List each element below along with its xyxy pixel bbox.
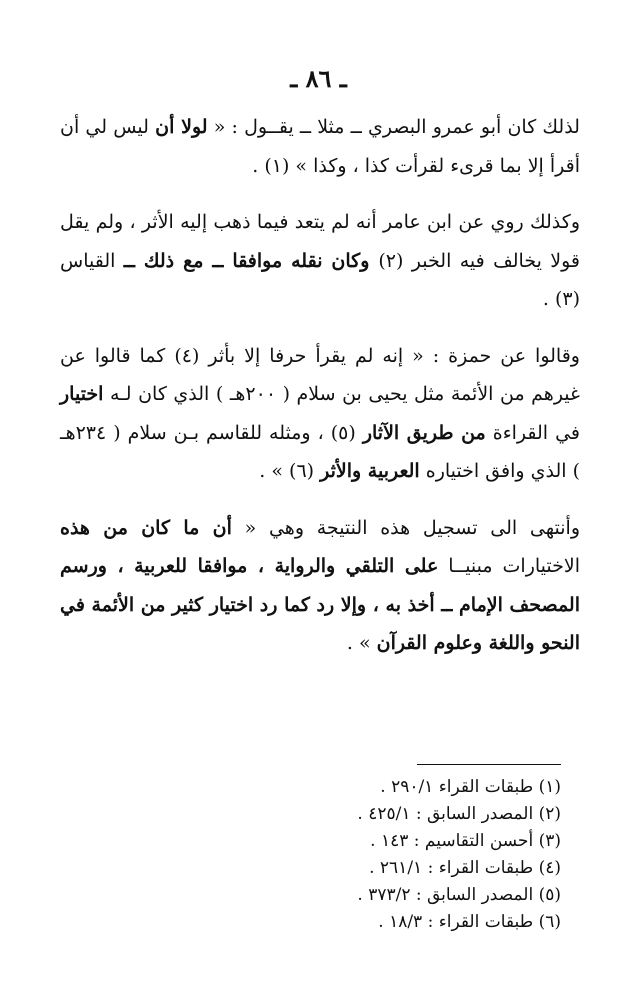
paragraph-segment: وكان نقله موافقا ــ مع ذلك ــ	[123, 249, 379, 272]
footnote-item: (٥) المصدر السابق : ٣٧٣/٢ .	[357, 885, 561, 905]
footnote-ref-3: (٣)	[554, 288, 580, 310]
paragraph-segment: » .	[346, 632, 377, 654]
paragraph-segment: .	[542, 288, 555, 310]
paragraph-segment: اختيار	[60, 383, 104, 405]
footnote-divider	[417, 764, 561, 765]
paragraph-segment: وأنتهى الى تسجيل هذه النتيجة وهي «	[231, 516, 580, 539]
paragraph-segment: .	[252, 154, 265, 177]
footnote-ref-2: (٢)	[378, 249, 404, 272]
paragraph-segment: الاختيارات مبنيــا	[438, 555, 580, 577]
paragraph-segment: وكذلك روي عن ابن عامر أنه لم يتعد فيما ذهب إليه الأثر ، ولم يقل قولا يخالف فيه الخبر	[60, 211, 581, 272]
footnote-item: (٣) أحسن التقاسيم : ١٤٣ .	[370, 831, 561, 851]
footnote-item: (١) طبقات القراء ٢٩٠/١ .	[380, 777, 561, 797]
paragraph-segment: (٦) » .	[259, 460, 321, 482]
paragraph-segment: ليس لي أن أقرأ إلا بما قرىء لقرأت كذا ، وكذا »	[60, 116, 580, 177]
paragraph-segment: على التلقي والرواية ، موافقا للعربية ، ورسم المصحف الإمام ــ أخذ به ، وإلا رد كما رد اختيار كثير من الأئمة في النحو واللغة وعلوم القرآن	[60, 555, 580, 654]
footnote-item: (٢) المصدر السابق : ٤٢٥/١ .	[357, 804, 561, 824]
paragraph-2	[60, 203, 580, 319]
paragraph-1	[60, 108, 580, 185]
paragraph-4	[60, 509, 580, 663]
footnote-item: (٦) طبقات القراء : ١٨/٣ .	[378, 912, 561, 932]
paragraph-segment: (٥) ، ومثله للقاسم بـن سلام ( ٢٣٤هـ ) الذي وافق اختياره	[60, 421, 580, 482]
paragraph-segment: أن ما كان من هذه	[60, 516, 232, 539]
paragraph-segment: لذلك كان أبو عمرو البصري ــ مثلا ــ يقــول : «	[207, 116, 580, 138]
paragraph-segment: وقالوا عن حمزة : « إنه لم يقرأ حرفا إلا بأثر	[199, 344, 580, 367]
page-number: ـ ٨٦ ـ	[290, 64, 347, 93]
paragraph-segment: العربية والأثر	[320, 460, 420, 482]
paragraph-segment: كما قالوا عن غيرهم من الأئمة مثل يحيى بن سلام ( ٢٠٠هـ ) الذي كان لـه	[60, 344, 580, 405]
footnotes-list	[261, 774, 561, 936]
paragraph-segment: في القراءة	[485, 421, 580, 444]
paragraph-segment: من طريق الآثار	[362, 421, 486, 444]
paragraph-segment: لولا أن	[155, 116, 208, 138]
footnote-ref-1: (١)	[264, 154, 290, 177]
body-text	[60, 108, 580, 681]
footnote-item: (٤) طبقات القراء : ٢٦١/١ .	[369, 858, 561, 878]
paragraph-3	[60, 337, 580, 491]
footnote-ref-4: (٤)	[174, 344, 200, 367]
paragraph-segment: القياس	[60, 249, 124, 272]
